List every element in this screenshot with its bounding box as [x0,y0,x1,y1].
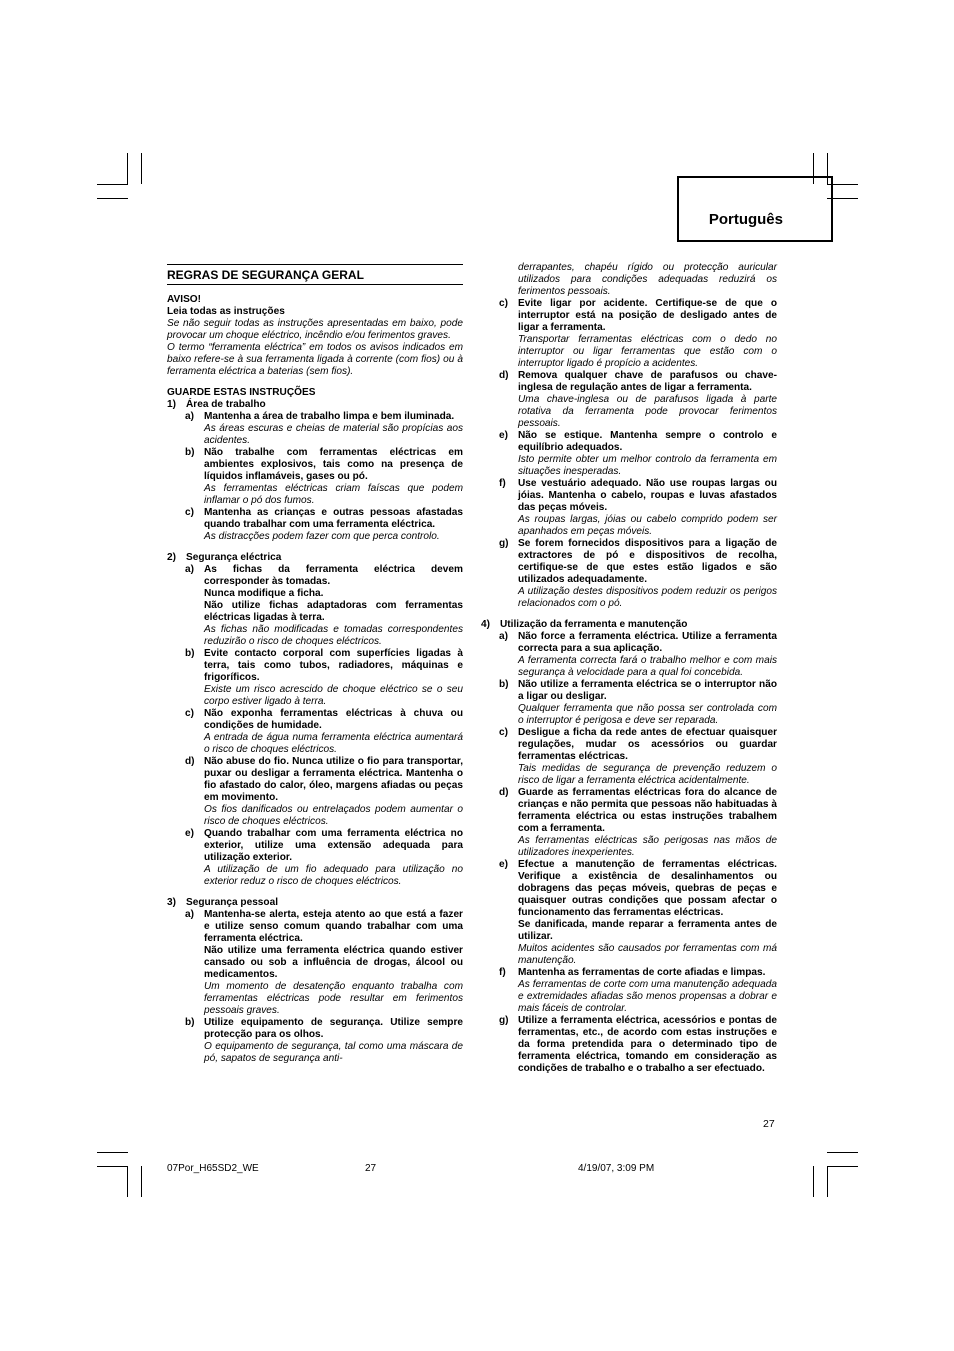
save-instructions: GUARDE ESTAS INSTRUÇÕES [167,387,316,398]
crop-mark [141,1166,142,1197]
list-item: b) Utilize equipamento de segurança. Utilize sempre protecção para os olhos. O equipamento de segurança, tal como uma máscara de pó, sapatos de segurança anti- [185,1017,463,1064]
section-heading: 2) Segurança eléctrica [167,552,282,563]
right-column [481,262,777,1075]
crop-mark [827,1152,858,1153]
read-all-instructions: Leia todas as instruções [167,306,285,317]
term-definition: O termo “ferramenta eléctrica” em todos os avisos indicados em baixo refere-se à sua ferramenta ligada à corrente (com fios) ou à ferramenta eléctrica a baterias (sem fios). [167,342,463,377]
list-item: d) Remova qualquer chave de parafusos ou chave-inglesa de regulação antes de ligar a ferramenta. Uma chave-inglesa ou de parafusos ligada à parte rotativa da ferramenta pode provocar ferimentos pessoais. [499,370,777,429]
crop-mark [127,153,128,184]
list-item: f) Use vestuário adequado. Não use roupas largas ou jóias. Mantenha o cabelo, roupas e luvas afastados das peças móveis. As roupas largas, jóias ou cabelo comprido podem ser apanhados em peças móveis. [499,478,777,537]
section-heading: 4) Utilização da ferramenta e manutenção [481,619,688,630]
list-item: c) Mantenha as crianças e outras pessoas afastadas quando trabalhar com uma ferramenta eléctrica. As distracções podem fazer com que perca controlo. [185,507,463,542]
warning-text: Se não seguir todas as instruções apresentadas em baixo, pode provocar um choque eléctrico, incêndio e/ou ferimentos graves. [167,318,463,341]
section-heading: 1) Área de trabalho [167,399,266,410]
list-item: c) Evite ligar por acidente. Certifique-se de que o interruptor está na posição de desligado antes de ligar a ferramenta. Transportar ferramentas eléctricas com o dedo no interruptor ou ligar ferramentas que estão com o interruptor ligado é propício a acidentes. [499,298,777,369]
crop-mark [97,198,128,199]
list-item: e) Efectue a manutenção de ferramentas eléctricas. Verifique a existência de desalinhamentos ou dobragens das peças móveis, quebras de peças e quaisquer outras condições que possam afectar o funcionamento das ferramentas eléctricas. Se danificada, mande reparar a ferramenta antes de utilizar. Muitos acidentes são causados por ferramentas com má manutenção. [499,859,777,966]
page-number: 27 [763,1118,775,1130]
list-item: d) Não abuse do fio. Nunca utilize o fio para transportar, puxar ou desligar a ferramenta eléctrica. Mantenha o fio afastado do calor, óleo, margens afiadas ou peças em movimento. Os fios danificados ou entrelaçados podem aumentar o risco de choques eléctricos. [185,756,463,827]
crop-mark [827,1166,858,1167]
list-item: g) Utilize a ferramenta eléctrica, acessórios e pontas de ferramentas, etc., de acordo com estas instruções e da forma pretendida para o determinado tipo de ferramenta eléctrica, tomando em consideração as condições de trabalho e o trabalho a ser efectuado. [499,1015,777,1074]
footer-file: 07Por_H65SD2_WE [167,1163,259,1174]
list-item: a) Não force a ferramenta eléctrica. Utilize a ferramenta correcta para a sua aplicação. A ferramenta correcta fará o trabalho melhor e com mais segurança à velocidade para a qual foi concebida. [499,631,777,678]
list-item: e) Quando trabalhar com uma ferramenta eléctrica no exterior, utilize uma extensão adequada para utilização exterior. A utilização de um fio adequado para utilização no exterior reduz o risco de choques eléctricos. [185,828,463,887]
language-label: Português [708,211,783,228]
list-item: c) Desligue a ficha da rede antes de efectuar quaisquer regulações, mudar os acessórios ou guardar ferramentas eléctricas. Tais medidas de segurança de prevenção reduzem o risco de ligar a ferramenta eléctrica acidentalmente. [499,727,777,786]
crop-mark [141,153,142,184]
list-item: b) Evite contacto corporal com superfícies ligadas à terra, tais como tubos, radiadores, máquinas e frigoríficos. Existe um risco acrescido de choque eléctrico se o seu corpo estiver ligado à terra. [185,648,463,707]
crop-mark [813,1166,814,1197]
section-title: REGRAS DE SEGURANÇA GERAL [167,264,463,285]
language-tab [677,176,833,242]
list-item: g) Se forem fornecidos dispositivos para a ligação de extractores de pó e dispositivos de recolha, certifique-se de que estes estão ligados e são utilizados adequadamente. A utilização destes dispositivos podem reduzir os perigos relacionados com o pó. [499,538,777,609]
footer-date: 4/19/07, 3:09 PM [578,1163,655,1174]
crop-mark [97,184,128,185]
list-item: d) Guarde as ferramentas eléctricas fora do alcance de crianças e não permita que pessoas não habituadas à ferramenta eléctrica ou estas instruções trabalhem com a ferramenta. As ferramentas eléctricas são perigosas nas mãos de utilizadores inexperientes. [499,787,777,858]
list-item: a) Mantenha-se alerta, esteja atento ao que está a fazer e utilize senso comum quando trabalhar com uma ferramenta eléctrica. Não utilize uma ferramenta eléctrica quando estiver cansado ou sob a influência de drogas, álcool ou medicamentos. Um momento de desatenção enquanto trabalha com ferramentas eléctricas pode resultar em ferimentos pessoais graves. [185,909,463,1016]
section-heading: 3) Segurança pessoal [167,897,279,908]
continued-text: derrapantes, chapéu rígido ou protecção auricular utilizados para condições adequadas reduzirá os ferimentos pessoais. [518,262,777,297]
crop-mark [827,1166,828,1197]
crop-mark [97,1152,128,1153]
list-item: f) Mantenha as ferramentas de corte afiadas e limpas. As ferramentas de corte com uma manutenção adequada e extremidades afiadas são menos propensas a dobrar e mais fáceis de controlar. [499,967,777,1014]
list-item: a) Mantenha a área de trabalho limpa e bem iluminada. As áreas escuras e cheias de material são propícias aos acidentes. [185,411,463,446]
list-item: c) Não exponha ferramentas eléctricas à chuva ou condições de humidade. A entrada de água numa ferramenta eléctrica aumentará o risco de choques eléctricos. [185,708,463,755]
list-item: b) Não utilize a ferramenta eléctrica se o interruptor não a ligar ou desligar. Qualquer ferramenta que não possa ser controlada com o interruptor é perigosa e deve ser reparada. [499,679,777,726]
list-item: e) Não se estique. Mantenha sempre o controlo e equilíbrio adequados. Isto permite obter um melhor controlo da ferramenta em situações inesperadas. [499,430,777,477]
crop-mark [127,1166,128,1197]
left-column [167,262,463,1065]
list-item: a) As fichas da ferramenta eléctrica devem corresponder às tomadas. Nunca modifique a ficha. Não utilize fichas adaptadoras com ferramentas eléctricas ligadas à terra. As fichas não modificadas e tomadas correspondentes reduzirão o risco de choques eléctricos. [185,564,463,647]
crop-mark [97,1166,128,1167]
list-item: b) Não trabalhe com ferramentas eléctricas em ambientes explosivos, tais como na presença de líquidos inflamáveis, gases ou pó. As ferramentas eléctricas criam faíscas que podem inflamar o pó dos fumos. [185,447,463,506]
warning-heading: AVISO! [167,294,202,305]
footer-page: 27 [365,1163,377,1174]
